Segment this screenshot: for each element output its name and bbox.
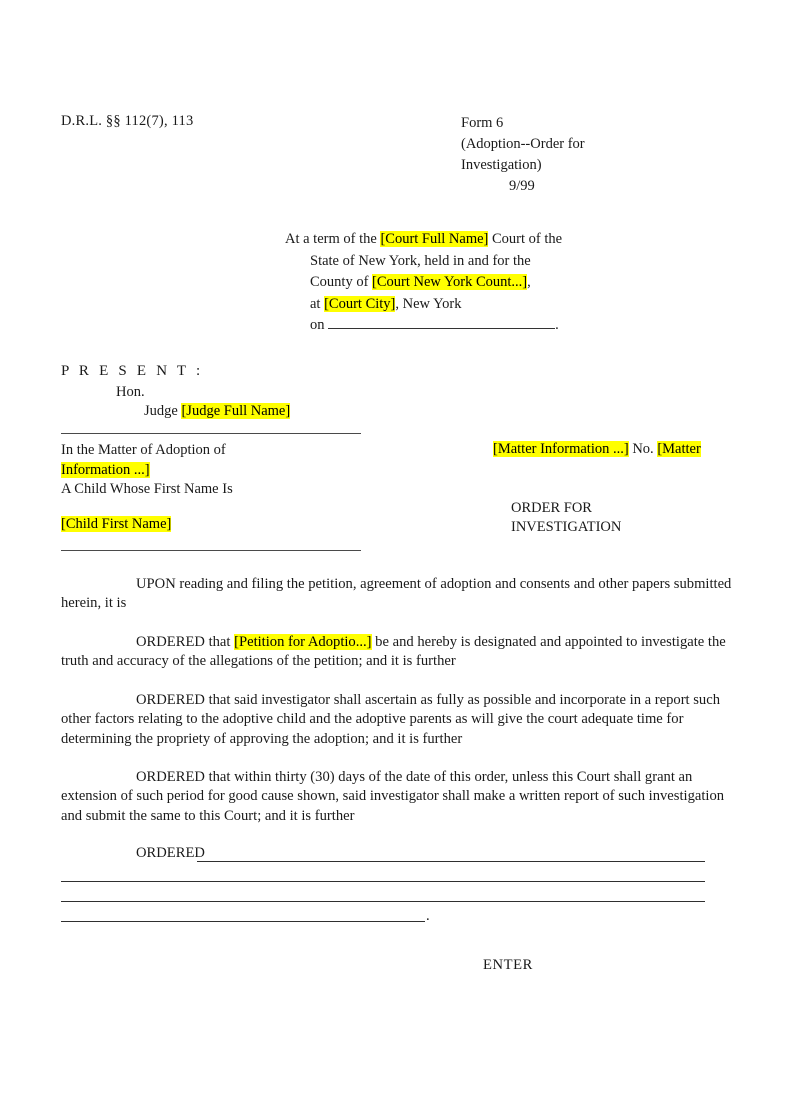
- placeholder-matter-number[interactable]: [Matter: [657, 441, 701, 457]
- order-title-line-2: INVESTIGATION: [511, 519, 622, 535]
- judge-label: Judge: [144, 403, 182, 419]
- placeholder-court-full-name[interactable]: [Court Full Name]: [380, 231, 489, 247]
- form-revision-date: 9/99: [509, 178, 535, 194]
- ordered-blank-rule-2[interactable]: [61, 881, 705, 882]
- present-label: P R E S E N T :: [61, 363, 204, 379]
- caption-index-number-line: [493, 441, 701, 458]
- venue-county-post: ,: [527, 274, 531, 290]
- enter-label: ENTER: [483, 957, 534, 973]
- caption-left-column: [61, 441, 391, 500]
- placeholder-child-first-name[interactable]: [Child First Name]: [61, 516, 172, 532]
- venue-line-court: [285, 229, 635, 251]
- venue-city-post: , New York: [395, 295, 462, 312]
- placeholder-petition-for-adoption[interactable]: [Petition for Adoptio...]: [234, 634, 372, 650]
- venue-date-post: .: [555, 317, 559, 333]
- caption-matter-title: In the Matter of Adoption of: [61, 442, 226, 458]
- order-title-line-1: ORDER FOR: [511, 500, 592, 516]
- present-honorific: Hon.: [116, 384, 145, 400]
- paragraph-ordered-thirty-days: ORDERED that within thirty (30) days of the date of this order, unless this Court shall grant an extension of such period for good cause shown, said investigator shall make a written report of such investigation and submit the same to this Court; and it is further: [61, 769, 725, 824]
- venue-county-pre: County of: [310, 274, 373, 290]
- order-title-block: [511, 499, 621, 537]
- placeholder-judge-full-name[interactable]: [Judge Full Name]: [181, 403, 291, 419]
- venue-line-date: [285, 315, 635, 337]
- venue-line-state: State of New York, held in and for the: [310, 252, 531, 269]
- present-judge-line: [144, 403, 290, 420]
- venue-text-pre: At a term of the: [285, 231, 381, 247]
- form-description-continued: Investigation): [461, 157, 542, 173]
- venue-line-city: [285, 294, 635, 316]
- paragraph-ordered-blank-label: ORDERED: [136, 845, 205, 861]
- form-number: Form 6: [461, 115, 504, 131]
- ordered-blank-rule-3[interactable]: [61, 901, 705, 902]
- caption-bottom-rule: [61, 550, 361, 551]
- statute-citation: D.R.L. §§ 112(7), 113: [61, 113, 194, 129]
- caption-child-name-line: [61, 516, 171, 533]
- ordered-blank-rule-4[interactable]: [61, 921, 425, 922]
- venue-date-blank-rule[interactable]: [328, 315, 555, 329]
- venue-date-pre: on: [310, 317, 329, 333]
- venue-city-pre: at: [310, 295, 325, 312]
- placeholder-matter-information[interactable]: [Matter Information ...]: [493, 441, 629, 457]
- ordered-blank-terminal-period: .: [426, 908, 430, 924]
- caption-child-descriptor: A Child Whose First Name Is: [61, 481, 233, 497]
- placeholder-court-county[interactable]: [Court New York Count...]: [372, 274, 528, 290]
- venue-block: [285, 229, 635, 337]
- ordered-blank-rule-1[interactable]: [197, 861, 705, 862]
- venue-text-post: Court of the: [488, 231, 563, 247]
- venue-line-county: [285, 272, 635, 294]
- ordered-1-pre: ORDERED that: [136, 634, 235, 650]
- form-metadata-block: [461, 113, 691, 197]
- paragraph-ordered-investigator-report: ORDERED that said investigator shall ascertain as fully as possible and incorporate in a report such other factors relating to the adoptive child and the adoptive parents as will give the court adequate time for determining the propriety of approving the adoption; and it is further: [61, 692, 721, 747]
- index-no-label: No.: [628, 441, 658, 457]
- paragraph-upon-reading: UPON reading and filing the petition, agreement of adoption and consents and other papers submitted herein, it is: [61, 576, 732, 612]
- caption-top-rule: [61, 433, 361, 434]
- placeholder-matter-information-overflow[interactable]: Information ...]: [61, 461, 150, 478]
- ordered-1-post: be and hereby is designated and appointed to investigate the truth and accuracy of the allegations of the petition; and it is further: [61, 634, 726, 670]
- placeholder-court-city[interactable]: [Court City]: [324, 295, 396, 312]
- paragraph-ordered-appointment: [61, 633, 745, 672]
- form-description: (Adoption--Order for: [461, 136, 585, 152]
- caption-matter-overflow: [61, 461, 391, 481]
